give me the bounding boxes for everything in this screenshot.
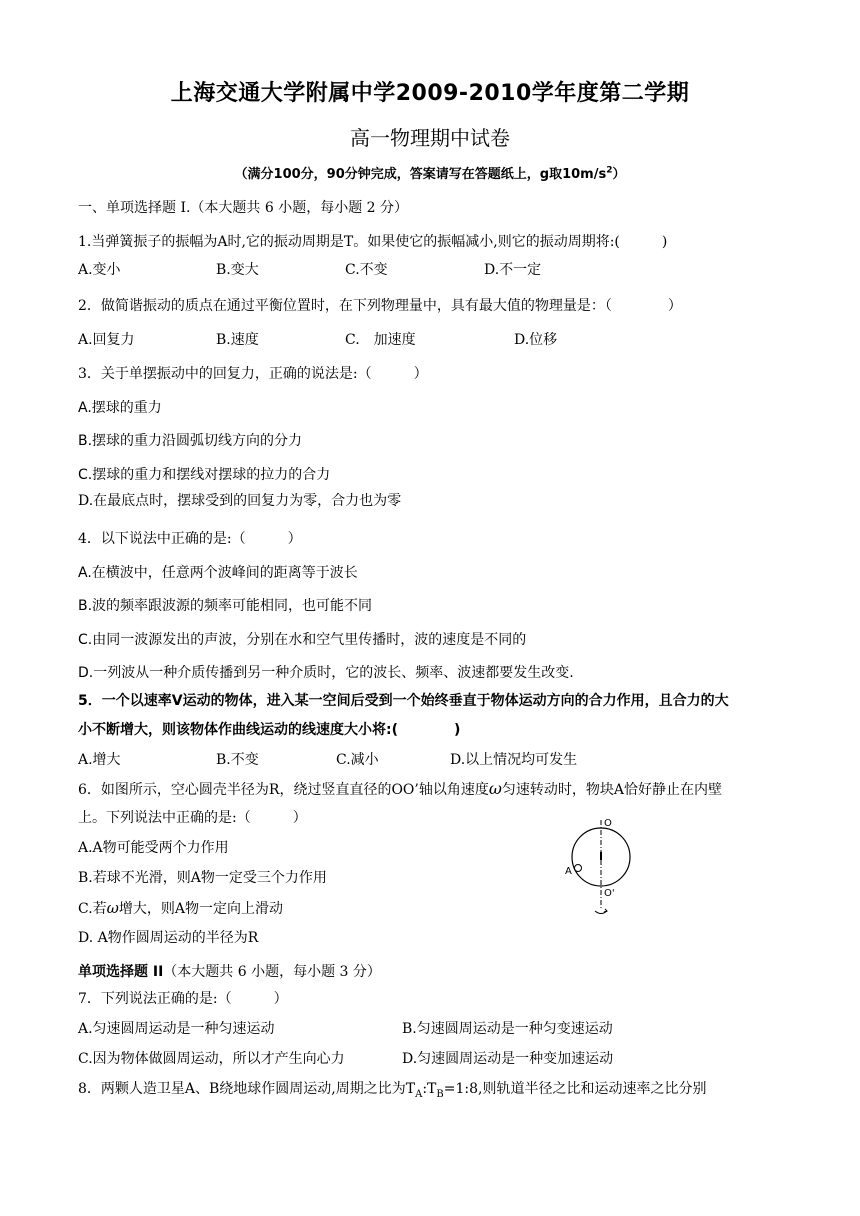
q8-sub-b: B — [436, 1088, 444, 1100]
q3-option-a: A.摆球的重力 — [78, 400, 162, 416]
q8-colon: :T — [422, 1081, 437, 1097]
omega-symbol: ω — [488, 779, 502, 798]
q5-stem-line2: 小不断增大，则该物体作曲线运动的线速度大小将:( ) — [78, 722, 461, 738]
q7-option-c: C.因为物体做圆周运动，所以才产生向心力 — [78, 1051, 345, 1067]
q6-stem-part-a: 6．如图所示，空心圆壳半径为R，绕过竖直直径的OO’轴以角速度 — [78, 782, 489, 798]
q3-stem: 3．关于单摆振动中的回复力，正确的说法是:（ ） — [78, 366, 428, 382]
q2-option-b: B.速度 — [216, 332, 259, 348]
label-o-top: O — [604, 818, 612, 829]
q6-option-c-part-a: C.若 — [78, 901, 107, 917]
q6-stem-line1 — [78, 780, 722, 799]
q6-option-c — [78, 899, 283, 918]
q8-sub-a: A — [415, 1088, 423, 1100]
q3-option-b: B.摆球的重力沿圆弧切线方向的分力 — [78, 433, 303, 449]
section-2-heading-bold: 单项选择题 II — [78, 964, 164, 980]
section-2-heading-rest: （本大题共 6 小题，每小题 3 分） — [163, 964, 381, 980]
page-subtitle: 高一物理期中试卷 — [350, 126, 510, 150]
q5-stem-line1: 5．一个以速率V运动的物体，进入某一空间后受到一个始终垂直于物体运动方向的合力作用，且合力的大 — [78, 693, 729, 709]
label-a: A — [565, 866, 572, 877]
q5-option-d: D.以上情况均可发生 — [450, 752, 578, 768]
q7-stem: 7．下列说法正确的是:（ ） — [78, 991, 288, 1007]
block-a — [575, 865, 582, 872]
q6-stem-line2: 上。下列说法中正确的是:（ ） — [78, 810, 307, 826]
q1-stem: 1.当弹簧振子的振幅为A时,它的振动周期是T。如果使它的振幅减小,则它的振动周期将:( ) — [78, 234, 668, 250]
section-2-heading — [78, 963, 381, 981]
q2-option-a: A.回复力 — [78, 332, 135, 348]
q1-option-d: D.不一定 — [484, 262, 542, 278]
rotation-arrowhead-icon — [604, 909, 607, 912]
note-superscript: 2 — [606, 165, 613, 176]
q4-stem: 4．以下说法中正确的是:（ ） — [78, 531, 302, 547]
rotating-shell-figure — [556, 812, 646, 922]
q8-stem-part-b: =1:8,则轨道半径之比和运动速率之比分别 — [443, 1081, 707, 1097]
q3-option-d: D.在最底点时，摆球受到的回复力为零，合力也为零 — [78, 493, 402, 509]
q1-option-a: A.变小 — [78, 262, 121, 278]
q4-option-c: C.由同一波源发出的声波，分别在水和空气里传播时，波的速度是不同的 — [78, 632, 527, 648]
q2-stem: 2．做简谐振动的质点在通过平衡位置时，在下列物理量中，具有最大值的物理量是：（ ） — [78, 298, 682, 314]
q8-stem-part-a: 8．两颗人造卫星A、B绕地球作圆周运动,周期之比为T — [78, 1081, 416, 1097]
omega-symbol-2: ω — [106, 899, 119, 917]
q6-option-c-part-b: 增大，则A物一定向上滑动 — [118, 901, 284, 917]
q7-option-b: B.匀速圆周运动是一种匀变速运动 — [402, 1021, 613, 1037]
note-close: ） — [612, 167, 626, 182]
q3-option-c: C.摆球的重力和摆线对摆球的拉力的合力 — [78, 467, 331, 483]
q4-option-a: A.在横波中，任意两个波峰间的距离等于波长 — [78, 565, 358, 581]
label-o-bottom: O' — [604, 888, 615, 899]
note-text: （满分100分，90分钟完成，答案请写在答题纸上，g取10m/s — [234, 167, 607, 182]
page-title: 上海交通大学附属中学2009-2010学年度第二学期 — [170, 81, 690, 106]
q5-option-c: C.减小 — [336, 752, 379, 768]
exam-note — [0, 163, 860, 182]
q2-option-d: D.位移 — [514, 332, 558, 348]
q5-option-b: B.不变 — [216, 752, 259, 768]
q6-option-b: B.若球不光滑，则A物一定受三个力作用 — [78, 870, 327, 886]
q7-option-d: D.匀速圆周运动是一种变加速运动 — [402, 1051, 614, 1067]
q5-option-a: A.增大 — [78, 752, 121, 768]
rotating-shell-diagram — [556, 812, 646, 922]
q6-stem-part-b: 匀速转动时，物块A恰好静止在内壁 — [501, 782, 723, 798]
q8-stem — [78, 1080, 706, 1104]
q4-option-d: D.一列波从一种介质传播到另一种介质时，它的波长、频率、波速都要发生改变. — [78, 665, 574, 681]
q7-option-a: A.匀速圆周运动是一种匀速运动 — [78, 1021, 275, 1037]
q1-option-b: B.变大 — [216, 262, 259, 278]
q4-option-b: B.波的频率跟波源的频率可能相同，也可能不同 — [78, 598, 373, 614]
q2-option-c: C. 加速度 — [345, 332, 416, 348]
section-1-heading: 一、单项选择题 I.（本大题共 6 小题，每小题 2 分） — [78, 200, 409, 216]
q6-option-a: A.A物可能受两个力作用 — [78, 840, 229, 856]
q6-option-d: D. A物作圆周运动的半径为R — [78, 930, 259, 946]
q1-option-c: C.不变 — [345, 262, 388, 278]
